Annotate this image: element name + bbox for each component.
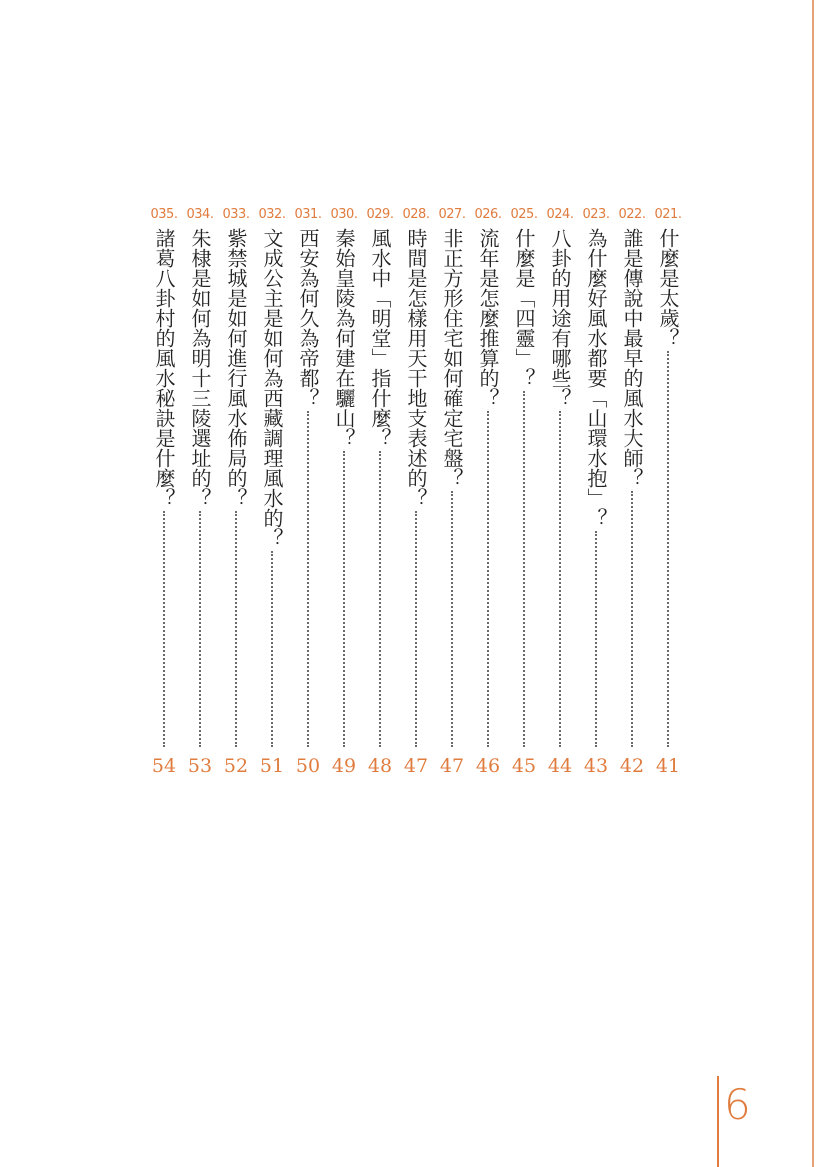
- dot-leader: [451, 491, 453, 747]
- entry-title-text: 八卦的用途有哪些？: [548, 228, 572, 408]
- entry-title: [332, 228, 356, 448]
- toc-entry: [326, 207, 362, 782]
- entry-title-text: 非正方形住宅如何確定宅盤？: [440, 228, 464, 488]
- entry-title: [296, 228, 320, 408]
- entry-title-text: 紫禁城是如何進行風水佈局的？: [224, 228, 248, 508]
- folio-page-number: 6: [724, 1080, 751, 1129]
- entry-title: [620, 228, 644, 488]
- entry-number: 026.: [474, 207, 502, 222]
- entry-page: 42: [619, 755, 645, 777]
- entry-title: [188, 228, 212, 508]
- toc-entry: [182, 207, 218, 782]
- entry-title-text: 朱棣是如何為明十三陵選址的？: [188, 228, 212, 508]
- toc-entry: [398, 207, 434, 782]
- table-of-contents: [146, 207, 686, 782]
- entry-title-text: 諸葛八卦村的風水秘訣是什麼？: [152, 228, 176, 508]
- dot-leader: [415, 511, 417, 747]
- dot-leader: [523, 391, 525, 747]
- dot-leader: [559, 411, 561, 747]
- entry-page: 48: [367, 755, 393, 777]
- dot-leader: [199, 511, 201, 747]
- entry-number: 023.: [582, 207, 610, 222]
- toc-entry: [542, 207, 578, 782]
- entry-title-text: 文成公主是如何為西藏調理風水的？: [260, 228, 284, 548]
- entry-title: [656, 228, 680, 348]
- toc-entry: [362, 207, 398, 782]
- entry-number: 029.: [366, 207, 394, 222]
- entry-number: 030.: [330, 207, 358, 222]
- toc-entry: [614, 207, 650, 782]
- entry-number: 033.: [222, 207, 250, 222]
- entry-page: 54: [151, 755, 177, 777]
- dot-leader: [667, 351, 669, 747]
- toc-entry: [506, 207, 542, 782]
- entry-title-text: 時間是怎樣用天干地支表述的？: [404, 228, 428, 508]
- dot-leader: [487, 411, 489, 747]
- entry-title-text: 流年是怎麼推算的？: [476, 228, 500, 408]
- entry-title-text: 誰是傳說中最早的風水大師？: [620, 228, 644, 488]
- entry-number: 024.: [546, 207, 574, 222]
- entry-title-text: 風水中「明堂」指什麼？: [368, 228, 392, 448]
- entry-title-text: 西安為何久為帝都？: [296, 228, 320, 408]
- entry-number: 034.: [186, 207, 214, 222]
- entry-title: [476, 228, 500, 408]
- toc-entry: [290, 207, 326, 782]
- entry-page: 53: [187, 755, 213, 777]
- entry-page: 41: [655, 755, 681, 777]
- toc-entry: [434, 207, 470, 782]
- entry-number: 032.: [258, 207, 286, 222]
- entry-page: 46: [475, 755, 501, 777]
- entry-number: 031.: [294, 207, 322, 222]
- folio-rule: [717, 1076, 719, 1167]
- entry-title: [512, 228, 536, 388]
- dot-leader: [379, 451, 381, 747]
- entry-title: [584, 228, 608, 528]
- toc-entry: [254, 207, 290, 782]
- toc-entry: [218, 207, 254, 782]
- toc-entry: [578, 207, 614, 782]
- entry-title: [548, 228, 572, 408]
- entry-title: [152, 228, 176, 508]
- entry-title: [224, 228, 248, 508]
- toc-entry: [470, 207, 506, 782]
- entry-number: 027.: [438, 207, 466, 222]
- entry-title-text: 為什麼好風水都要「山環水抱」？: [584, 228, 608, 528]
- dot-leader: [163, 511, 165, 747]
- entry-number: 022.: [618, 207, 646, 222]
- page-edge-rule: [812, 0, 814, 1167]
- entry-page: 47: [439, 755, 465, 777]
- entry-page: 44: [547, 755, 573, 777]
- dot-leader: [595, 531, 597, 747]
- entry-number: 021.: [654, 207, 682, 222]
- entry-title-text: 秦始皇陵為何建在驪山？: [332, 228, 356, 448]
- entry-page: 52: [223, 755, 249, 777]
- toc-entry: [146, 207, 182, 782]
- entry-title: [404, 228, 428, 508]
- entry-title-text: 什麼是太歲？: [656, 228, 680, 348]
- entry-number: 025.: [510, 207, 538, 222]
- dot-leader: [271, 551, 273, 747]
- entry-number: 035.: [150, 207, 178, 222]
- entry-page: 43: [583, 755, 609, 777]
- entry-page: 50: [295, 755, 321, 777]
- dot-leader: [307, 411, 309, 747]
- entry-title: [440, 228, 464, 488]
- entry-title: [260, 228, 284, 548]
- entry-page: 45: [511, 755, 537, 777]
- dot-leader: [235, 511, 237, 747]
- entry-page: 51: [259, 755, 285, 777]
- entry-title-text: 什麼是「四靈」？: [512, 228, 536, 388]
- entry-title: [368, 228, 392, 448]
- entry-number: 028.: [402, 207, 430, 222]
- dot-leader: [343, 451, 345, 747]
- entry-page: 49: [331, 755, 357, 777]
- entry-page: 47: [403, 755, 429, 777]
- dot-leader: [631, 491, 633, 747]
- toc-entry: [650, 207, 686, 782]
